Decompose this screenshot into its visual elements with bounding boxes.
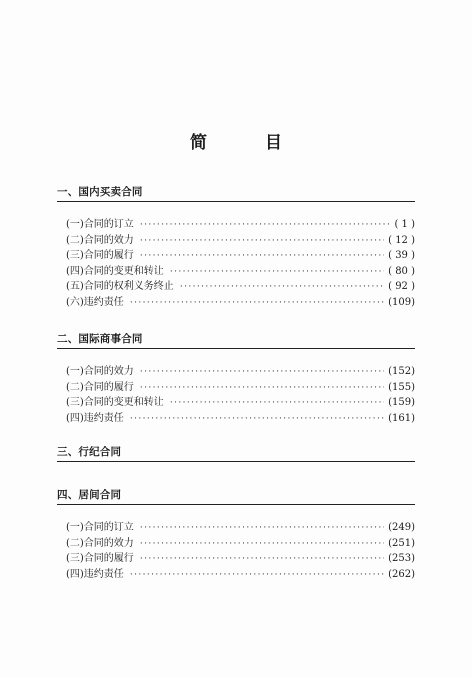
entry-page-number: (159) — [388, 397, 415, 408]
entry-label: (一)合同的订立 — [66, 219, 134, 230]
entry-label: (三)合同的履行 — [66, 250, 134, 261]
leader-dots — [140, 234, 384, 250]
section-divider — [57, 348, 415, 349]
toc-entry[interactable] — [57, 536, 415, 552]
leader-dots — [180, 280, 384, 296]
leader-dots — [140, 537, 384, 553]
section-heading: 一、国内买卖合同 — [57, 186, 143, 198]
section-domestic-sales-contract — [57, 184, 415, 310]
section-commission-contract — [57, 444, 415, 462]
page-title: 简 目 — [190, 133, 308, 153]
toc-entry[interactable] — [57, 567, 415, 583]
section-heading: 二、国际商事合同 — [57, 333, 143, 345]
entry-page-number: (251) — [388, 537, 415, 549]
section-heading: 三、行纪合同 — [57, 446, 122, 458]
entry-page-number: (161) — [388, 412, 415, 424]
entry-label: (三)合同的变更和转让 — [66, 397, 164, 408]
entry-page-number: (152) — [388, 366, 415, 377]
leader-dots — [140, 365, 384, 381]
entry-page-number: (253) — [388, 553, 415, 564]
entry-list — [57, 364, 415, 426]
leader-dots — [170, 265, 384, 281]
entry-page-number: (262) — [388, 568, 415, 580]
entry-label: (二)合同的履行 — [66, 381, 134, 393]
leader-dots — [140, 381, 384, 397]
toc-entry[interactable] — [57, 395, 415, 411]
entry-label: (四)违约责任 — [66, 412, 124, 424]
entry-page-number: ( 1 ) — [394, 219, 415, 230]
entry-page-number: ( 12 ) — [388, 234, 415, 246]
toc-entry[interactable] — [57, 380, 415, 396]
entry-label: (三)合同的履行 — [66, 553, 134, 564]
section-heading: 四、居间合同 — [57, 489, 122, 501]
entry-label: (四)合同的变更和转让 — [66, 265, 164, 277]
leader-dots — [140, 552, 384, 568]
toc-entry[interactable] — [57, 520, 415, 536]
leader-dots — [140, 521, 384, 537]
entry-label: (一)合同的效力 — [66, 366, 134, 377]
section-divider — [57, 504, 415, 505]
entry-page-number: (155) — [388, 381, 415, 393]
toc-entry[interactable] — [57, 551, 415, 567]
entry-page-number: (109) — [388, 296, 415, 308]
toc-entry[interactable] — [57, 217, 415, 233]
toc-entry[interactable] — [57, 411, 415, 427]
entry-list — [57, 520, 415, 582]
toc-entry[interactable] — [57, 233, 415, 249]
entry-page-number: ( 92 ) — [388, 281, 415, 292]
entry-label: (二)合同的效力 — [66, 234, 134, 246]
section-international-commercial-contract — [57, 331, 415, 426]
toc-entry[interactable] — [57, 264, 415, 280]
leader-dots — [140, 249, 384, 265]
leader-dots — [130, 568, 384, 584]
entry-page-number: ( 39 ) — [388, 250, 415, 261]
toc-entry[interactable] — [57, 279, 415, 295]
toc-entry[interactable] — [57, 364, 415, 380]
section-divider — [57, 461, 415, 462]
toc-entry[interactable] — [57, 248, 415, 264]
leader-dots — [140, 218, 391, 234]
leader-dots — [170, 396, 384, 412]
entry-page-number: (249) — [388, 522, 415, 533]
entry-label: (一)合同的订立 — [66, 522, 134, 533]
entry-page-number: ( 80 ) — [388, 265, 415, 277]
toc-entry[interactable] — [57, 295, 415, 311]
entry-label: (二)合同的效力 — [66, 537, 134, 549]
entry-label: (五)合同的权利义务终止 — [66, 281, 174, 292]
entry-label: (四)违约责任 — [66, 568, 124, 580]
entry-list — [57, 217, 415, 310]
leader-dots — [130, 412, 384, 428]
entry-label: (六)违约责任 — [66, 296, 124, 308]
section-divider — [57, 201, 415, 202]
leader-dots — [130, 296, 384, 312]
section-brokerage-contract — [57, 487, 415, 582]
